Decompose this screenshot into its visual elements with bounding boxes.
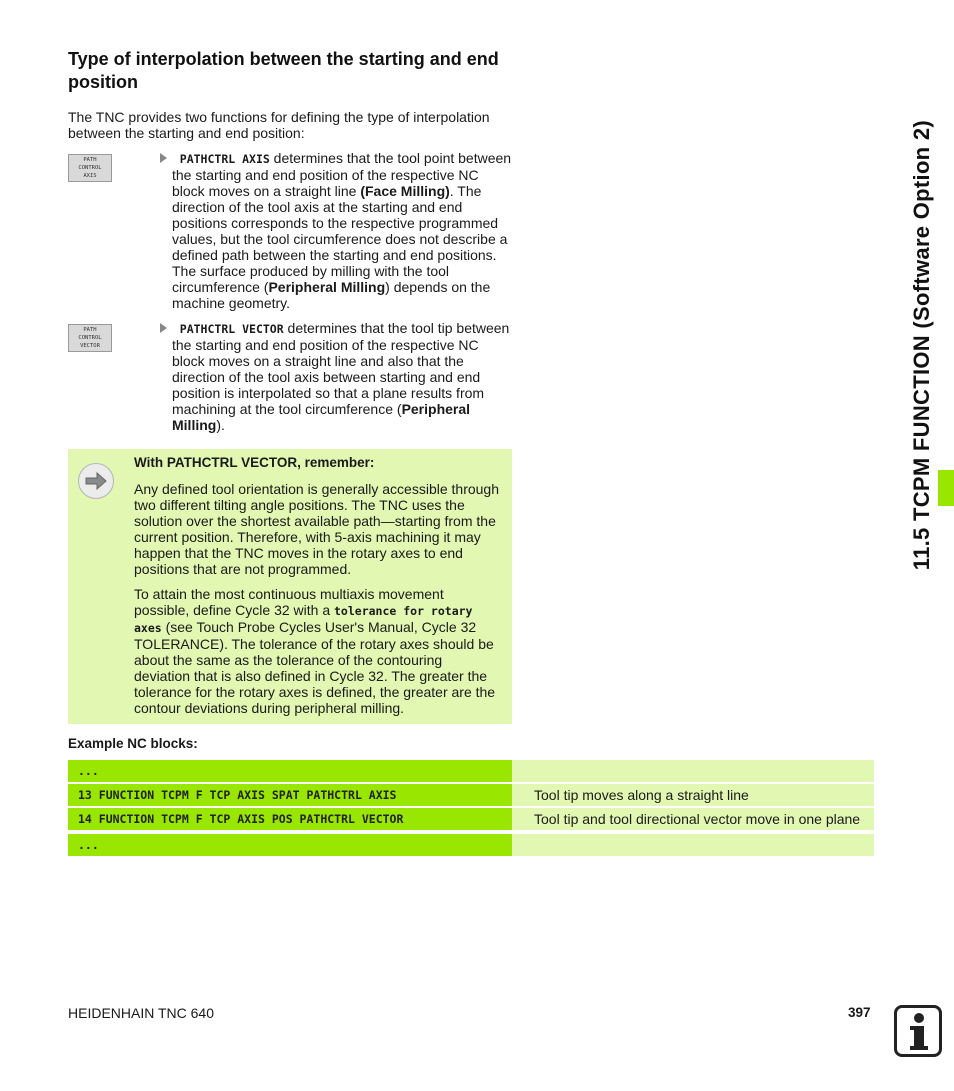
chapter-side-title bbox=[908, 50, 936, 570]
softkey-line: CONTROL bbox=[78, 335, 102, 341]
note-paragraph: Any defined tool orientation is generally accessible through two different tilting angle positions. The TNC uses the solution over the shortest available path—starting from the current position. Therefore, with 5-axis machining it may happen that the TNC moves in the rotary axes to end positions that are not programmed. bbox=[134, 481, 500, 577]
info-icon bbox=[894, 1005, 942, 1057]
nc-comment-cell bbox=[512, 760, 874, 782]
bold-term: Peripheral Milling bbox=[172, 401, 471, 433]
text-span: To attain the most continuous multiaxis movement possible, define Cycle 32 with a bbox=[134, 586, 444, 618]
nc-code-cell: ... bbox=[68, 834, 512, 856]
bold-term: Peripheral Milling bbox=[268, 279, 386, 295]
code-keyword: tolerance for rotary axes bbox=[134, 604, 473, 635]
chapter-title-text: 11.5 TCPM FUNCTION (Software Option 2) bbox=[909, 119, 934, 570]
text-span: ) depends on the machine geometry. bbox=[172, 279, 491, 311]
softkey-line: VECTOR bbox=[80, 343, 100, 349]
bold-term: (Face Milling) bbox=[360, 183, 450, 199]
pathctrl-vector-description bbox=[172, 320, 512, 433]
nc-comment-cell: Tool tip and tool directional vector move in one plane bbox=[512, 808, 874, 830]
nc-code-cell: ... bbox=[68, 760, 512, 782]
code-keyword: PATHCTRL AXIS bbox=[179, 152, 270, 166]
intro-paragraph: The TNC provides two functions for defining the type of interpolation between the starting and end position: bbox=[68, 109, 490, 141]
softkey-line: PATH bbox=[83, 157, 97, 163]
text-span: determines that the tool tip between the starting and end position of the respective NC block moves on a straight line and also that the direction of the tool axis between starting and end position is interpolated so that a plane results from machining at the tool circumference ( bbox=[172, 320, 510, 417]
nc-code-cell: 14 FUNCTION TCPM F TCP AXIS POS PATHCTRL VECTOR bbox=[68, 808, 512, 830]
softkey-line: AXIS bbox=[83, 173, 97, 179]
softkey-line: CONTROL bbox=[78, 165, 102, 171]
example-label: Example NC blocks: bbox=[68, 736, 198, 751]
arrow-right-icon bbox=[78, 463, 114, 499]
pathctrl-axis-description bbox=[172, 150, 512, 311]
text-span: determines that the tool point between the starting and end position of the respective NC block moves on a straight line bbox=[172, 150, 512, 199]
softkey-line: PATH bbox=[83, 327, 97, 333]
bullet-arrow-icon bbox=[160, 153, 167, 163]
text-span: ). bbox=[216, 417, 225, 433]
nc-comment-cell: Tool tip moves along a straight line bbox=[512, 784, 874, 806]
note-paragraph bbox=[134, 586, 502, 716]
section-heading: Type of interpolation between the starting and end position bbox=[68, 49, 499, 92]
softkey-path-control-vector bbox=[68, 324, 112, 352]
page-number: 397 bbox=[848, 1005, 871, 1020]
text-span: . The direction of the tool axis at the starting and end positions corresponds to the respective programmed values, but the tool circumference does not describe a defined path between the starting and end positions. The surface produced by milling with the tool circumference ( bbox=[172, 183, 508, 295]
code-keyword: PATHCTRL VECTOR bbox=[179, 322, 284, 336]
manual-name: HEIDENHAIN TNC 640 bbox=[68, 1005, 215, 1021]
nc-comment-cell bbox=[512, 834, 874, 856]
text-span: (see Touch Probe Cycles User's Manual, Cycle 32 TOLERANCE). The tolerance of the rotary axes should be about the same as the tolerance of the contouring deviation that is also defined in Cycle 32. The greater the tolerance for the rotary axes is defined, the greater are the contour deviations during peripheral milling. bbox=[134, 619, 496, 716]
note-title: With PATHCTRL VECTOR, remember: bbox=[134, 455, 375, 470]
bullet-arrow-icon bbox=[160, 323, 167, 333]
chapter-tab-marker bbox=[938, 470, 954, 506]
softkey-path-control-axis bbox=[68, 154, 112, 182]
nc-code-cell: 13 FUNCTION TCPM F TCP AXIS SPAT PATHCTRL AXIS bbox=[68, 784, 512, 806]
